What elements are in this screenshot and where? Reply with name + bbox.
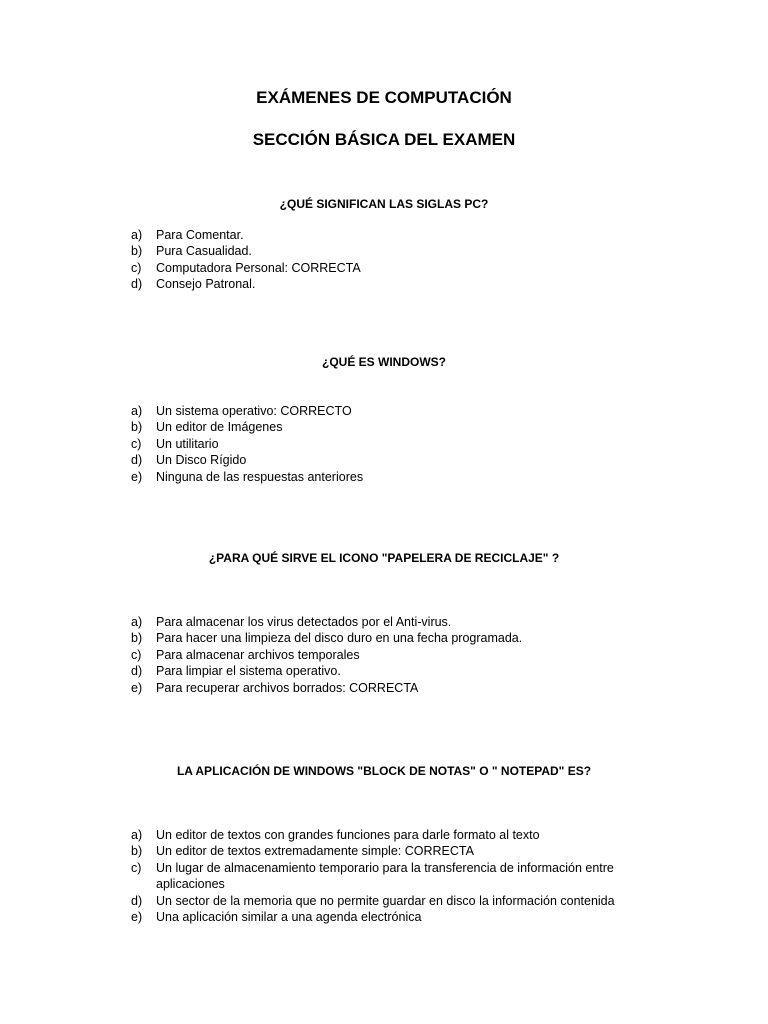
answer-item bbox=[131, 260, 651, 276]
answer-text: Ninguna de las respuestas anteriores bbox=[156, 469, 364, 484]
answer-text: Pura Casualidad. bbox=[156, 244, 252, 259]
answer-item bbox=[131, 843, 651, 859]
question-2-text: ¿QUÉ ES WINDOWS? bbox=[322, 355, 446, 369]
answer-item bbox=[131, 469, 651, 485]
answer-text: Para almacenar archivos temporales bbox=[156, 647, 360, 662]
answer-text: Un editor de textos con grandes funciones para darle formato al texto bbox=[156, 828, 540, 842]
answer-text: Un editor de Imágenes bbox=[156, 420, 283, 435]
answer-text: Un editor de textos extremadamente simple: CORRECTA bbox=[156, 844, 474, 859]
answer-item bbox=[131, 893, 651, 909]
answer-item bbox=[131, 276, 651, 292]
question-2-answers bbox=[131, 403, 651, 485]
question-3-answers bbox=[131, 614, 651, 696]
answer-letter: e) bbox=[131, 910, 143, 925]
answer-item bbox=[131, 680, 651, 696]
answer-letter: c) bbox=[131, 436, 142, 451]
answer-letter: d) bbox=[131, 893, 143, 908]
answer-text: Para almacenar los virus detectados por el Anti-virus. bbox=[156, 615, 452, 629]
question-4-text: LA APLICACIÓN DE WINDOWS "BLOCK DE NOTAS" O " NOTEPAD" ES? bbox=[176, 764, 592, 778]
answer-text: Computadora Personal: CORRECTA bbox=[156, 260, 361, 275]
answer-letter: a) bbox=[131, 615, 143, 629]
answer-letter: a) bbox=[131, 404, 143, 418]
answer-item bbox=[131, 909, 651, 925]
answer-item bbox=[131, 860, 651, 893]
answer-letter: b) bbox=[131, 244, 143, 259]
answer-text: Para hacer una limpieza del disco duro en una fecha programada. bbox=[156, 631, 523, 646]
answer-item bbox=[131, 403, 651, 419]
answer-letter: d) bbox=[131, 277, 143, 292]
document-title: EXÁMENES DE COMPUTACIÓN bbox=[256, 88, 512, 107]
question-4-answers bbox=[131, 827, 651, 925]
answer-letter: a) bbox=[131, 828, 143, 842]
answer-letter: d) bbox=[131, 664, 143, 679]
answer-text: Para Comentar. bbox=[156, 228, 244, 242]
question-3-text: ¿PARA QUÉ SIRVE EL ICONO "PAPELERA DE RECICLAJE" ? bbox=[208, 551, 560, 565]
question-1-answers bbox=[131, 227, 651, 293]
answer-text: Consejo Patronal. bbox=[156, 277, 256, 292]
answer-item bbox=[131, 452, 651, 468]
answer-letter: c) bbox=[131, 647, 142, 662]
answer-text: Para recuperar archivos borrados: CORRECTA bbox=[156, 680, 419, 695]
answer-text: Un utilitario bbox=[156, 436, 219, 451]
answer-item bbox=[131, 663, 651, 679]
answer-text: Un Disco Rígido bbox=[156, 453, 247, 468]
answer-item bbox=[131, 614, 651, 630]
answer-item bbox=[131, 647, 651, 663]
answer-letter: c) bbox=[131, 860, 142, 875]
answer-item bbox=[131, 436, 651, 452]
answer-text: Un sector de la memoria que no permite guardar en disco la información contenida bbox=[156, 893, 615, 908]
answer-item bbox=[131, 827, 651, 843]
answer-item bbox=[131, 630, 651, 646]
question-1-text: ¿QUÉ SIGNIFICAN LAS SIGLAS PC? bbox=[279, 197, 489, 211]
answer-letter: b) bbox=[131, 844, 143, 859]
answer-letter: a) bbox=[131, 228, 143, 242]
answer-letter: d) bbox=[131, 453, 143, 468]
answer-text: Un lugar de almacenamiento temporario para la transferencia de información entre aplicaciones bbox=[156, 860, 614, 892]
answer-letter: c) bbox=[131, 260, 142, 275]
answer-item bbox=[131, 227, 651, 243]
answer-letter: e) bbox=[131, 680, 143, 695]
answer-item bbox=[131, 419, 651, 435]
answer-text: Un sistema operativo: CORRECTO bbox=[156, 404, 352, 418]
answer-text: Una aplicación similar a una agenda electrónica bbox=[156, 910, 422, 925]
document-subtitle: SECCIÓN BÁSICA DEL EXAMEN bbox=[252, 130, 516, 149]
answer-letter: b) bbox=[131, 420, 143, 435]
answer-text: Para limpiar el sistema operativo. bbox=[156, 664, 341, 679]
answer-letter: e) bbox=[131, 469, 143, 484]
answer-item bbox=[131, 243, 651, 259]
answer-letter: b) bbox=[131, 631, 143, 646]
